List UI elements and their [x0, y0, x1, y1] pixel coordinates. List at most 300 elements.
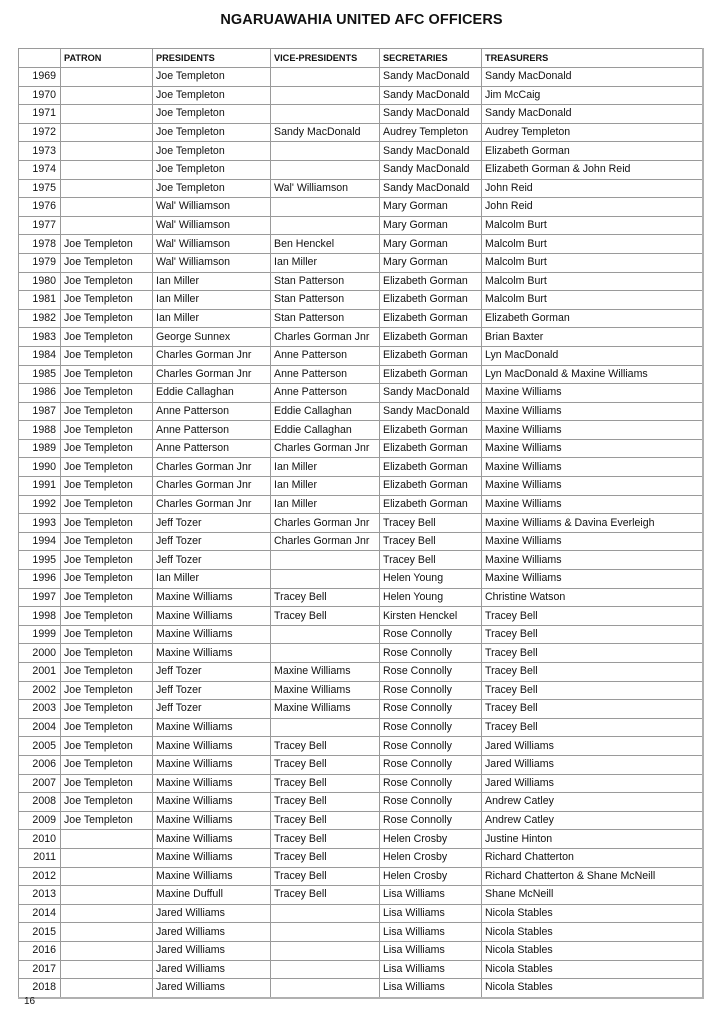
cell-secretary: Elizabeth Gorman: [380, 272, 482, 291]
cell-president: Maxine Williams: [153, 830, 271, 849]
cell-treasurer: Jared Williams: [482, 737, 703, 756]
cell-vice-president: [271, 979, 380, 998]
cell-treasurer: Sandy MacDonald: [482, 68, 703, 87]
cell-year: 1990: [19, 458, 61, 477]
cell-secretary: Sandy MacDonald: [380, 68, 482, 87]
cell-treasurer: Elizabeth Gorman & John Reid: [482, 160, 703, 179]
cell-president: Maxine Williams: [153, 774, 271, 793]
cell-treasurer: Tracey Bell: [482, 663, 703, 682]
cell-vice-president: Tracey Bell: [271, 737, 380, 756]
table-row: [19, 718, 703, 737]
header-treasurers: TREASURERS: [482, 49, 703, 68]
cell-year: 1991: [19, 477, 61, 496]
cell-secretary: Rose Connolly: [380, 737, 482, 756]
cell-secretary: Lisa Williams: [380, 941, 482, 960]
cell-secretary: Elizabeth Gorman: [380, 495, 482, 514]
table-row: [19, 160, 703, 179]
cell-secretary: Mary Gorman: [380, 198, 482, 217]
cell-patron: Joe Templeton: [61, 495, 153, 514]
cell-year: 1989: [19, 439, 61, 458]
cell-vice-president: [271, 68, 380, 87]
page-title: NGARUAWAHIA UNITED AFC OFFICERS: [220, 12, 503, 28]
cell-vice-president: Charles Gorman Jnr: [271, 328, 380, 347]
cell-president: Jeff Tozer: [153, 514, 271, 533]
cell-treasurer: Brian Baxter: [482, 328, 703, 347]
cell-patron: Joe Templeton: [61, 272, 153, 291]
cell-patron: Joe Templeton: [61, 700, 153, 719]
table-row: [19, 848, 703, 867]
cell-year: 1988: [19, 421, 61, 440]
cell-year: 1986: [19, 384, 61, 403]
table-row: [19, 867, 703, 886]
cell-president: Jared Williams: [153, 904, 271, 923]
table-body: [19, 68, 703, 998]
table-row: [19, 904, 703, 923]
cell-secretary: Helen Young: [380, 588, 482, 607]
cell-vice-president: Tracey Bell: [271, 588, 380, 607]
cell-treasurer: Maxine Williams: [482, 421, 703, 440]
table-row: [19, 421, 703, 440]
cell-secretary: Helen Crosby: [380, 867, 482, 886]
cell-secretary: Sandy MacDonald: [380, 160, 482, 179]
table-row: [19, 291, 703, 310]
cell-year: 1977: [19, 216, 61, 235]
table-row: [19, 253, 703, 272]
cell-vice-president: [271, 960, 380, 979]
cell-patron: Joe Templeton: [61, 811, 153, 830]
table-row: [19, 979, 703, 998]
cell-treasurer: Malcolm Burt: [482, 272, 703, 291]
cell-patron: Joe Templeton: [61, 755, 153, 774]
cell-president: Wal' Williamson: [153, 235, 271, 254]
cell-year: 1983: [19, 328, 61, 347]
cell-vice-president: Maxine Williams: [271, 700, 380, 719]
table-row: [19, 793, 703, 812]
cell-secretary: Sandy MacDonald: [380, 384, 482, 403]
cell-secretary: Rose Connolly: [380, 718, 482, 737]
cell-treasurer: Maxine Williams & Davina Everleigh: [482, 514, 703, 533]
cell-patron: Joe Templeton: [61, 328, 153, 347]
cell-vice-president: Tracey Bell: [271, 830, 380, 849]
cell-president: Joe Templeton: [153, 142, 271, 161]
cell-year: 2002: [19, 681, 61, 700]
cell-vice-president: Anne Patterson: [271, 384, 380, 403]
cell-secretary: Elizabeth Gorman: [380, 365, 482, 384]
table-row: [19, 514, 703, 533]
cell-treasurer: Nicola Stables: [482, 960, 703, 979]
cell-vice-president: Eddie Callaghan: [271, 402, 380, 421]
cell-patron: Joe Templeton: [61, 439, 153, 458]
cell-year: 2013: [19, 886, 61, 905]
cell-secretary: Rose Connolly: [380, 755, 482, 774]
cell-president: Joe Templeton: [153, 123, 271, 142]
table-row: [19, 123, 703, 142]
cell-president: Joe Templeton: [153, 105, 271, 124]
cell-year: 1996: [19, 570, 61, 589]
cell-president: Joe Templeton: [153, 179, 271, 198]
table-row: [19, 941, 703, 960]
cell-year: 2011: [19, 848, 61, 867]
cell-patron: Joe Templeton: [61, 235, 153, 254]
cell-patron: Joe Templeton: [61, 421, 153, 440]
cell-vice-president: Ian Miller: [271, 458, 380, 477]
cell-year: 2003: [19, 700, 61, 719]
cell-patron: Joe Templeton: [61, 570, 153, 589]
cell-treasurer: Jim McCaig: [482, 86, 703, 105]
cell-treasurer: Christine Watson: [482, 588, 703, 607]
cell-treasurer: Maxine Williams: [482, 477, 703, 496]
cell-vice-president: Ian Miller: [271, 477, 380, 496]
cell-patron: [61, 68, 153, 87]
cell-patron: Joe Templeton: [61, 681, 153, 700]
cell-vice-president: [271, 625, 380, 644]
header-vice-presidents: VICE-PRESIDENTS: [271, 49, 380, 68]
cell-patron: [61, 904, 153, 923]
cell-president: Maxine Williams: [153, 867, 271, 886]
cell-patron: [61, 86, 153, 105]
cell-secretary: Elizabeth Gorman: [380, 477, 482, 496]
cell-year: 1976: [19, 198, 61, 217]
cell-secretary: Rose Connolly: [380, 663, 482, 682]
cell-vice-president: Tracey Bell: [271, 886, 380, 905]
table-row: [19, 105, 703, 124]
cell-president: Jeff Tozer: [153, 551, 271, 570]
cell-treasurer: Malcolm Burt: [482, 291, 703, 310]
table-row: [19, 607, 703, 626]
cell-secretary: Elizabeth Gorman: [380, 291, 482, 310]
cell-patron: Joe Templeton: [61, 346, 153, 365]
cell-secretary: Rose Connolly: [380, 774, 482, 793]
cell-secretary: Lisa Williams: [380, 923, 482, 942]
cell-year: 1975: [19, 179, 61, 198]
cell-secretary: Elizabeth Gorman: [380, 458, 482, 477]
cell-treasurer: Tracey Bell: [482, 681, 703, 700]
cell-treasurer: John Reid: [482, 179, 703, 198]
cell-president: Wal' Williamson: [153, 216, 271, 235]
cell-president: Ian Miller: [153, 570, 271, 589]
table-row: [19, 142, 703, 161]
table-row: [19, 923, 703, 942]
cell-patron: Joe Templeton: [61, 663, 153, 682]
cell-secretary: Tracey Bell: [380, 514, 482, 533]
cell-vice-president: [271, 644, 380, 663]
cell-treasurer: Lyn MacDonald: [482, 346, 703, 365]
cell-treasurer: Andrew Catley: [482, 793, 703, 812]
table-row: [19, 886, 703, 905]
cell-treasurer: Malcolm Burt: [482, 253, 703, 272]
cell-vice-president: Stan Patterson: [271, 272, 380, 291]
table-row: [19, 309, 703, 328]
cell-treasurer: Shane McNeill: [482, 886, 703, 905]
cell-year: 1978: [19, 235, 61, 254]
table-row: [19, 495, 703, 514]
cell-treasurer: Andrew Catley: [482, 811, 703, 830]
page-number: 16: [24, 996, 36, 1007]
table-row: [19, 625, 703, 644]
cell-patron: Joe Templeton: [61, 625, 153, 644]
cell-patron: Joe Templeton: [61, 793, 153, 812]
cell-president: Maxine Williams: [153, 625, 271, 644]
cell-president: Maxine Williams: [153, 644, 271, 663]
cell-patron: [61, 160, 153, 179]
cell-secretary: Lisa Williams: [380, 979, 482, 998]
cell-year: 2018: [19, 979, 61, 998]
cell-secretary: Sandy MacDonald: [380, 86, 482, 105]
cell-year: 1984: [19, 346, 61, 365]
cell-year: 1969: [19, 68, 61, 87]
cell-treasurer: Maxine Williams: [482, 458, 703, 477]
cell-year: 2012: [19, 867, 61, 886]
cell-secretary: Elizabeth Gorman: [380, 328, 482, 347]
cell-year: 1982: [19, 309, 61, 328]
table-row: [19, 830, 703, 849]
cell-year: 2005: [19, 737, 61, 756]
table-row: [19, 700, 703, 719]
table-row: [19, 663, 703, 682]
cell-patron: Joe Templeton: [61, 774, 153, 793]
cell-treasurer: John Reid: [482, 198, 703, 217]
cell-president: Maxine Williams: [153, 718, 271, 737]
cell-vice-president: [271, 904, 380, 923]
cell-secretary: Rose Connolly: [380, 625, 482, 644]
cell-patron: [61, 960, 153, 979]
cell-president: Maxine Williams: [153, 848, 271, 867]
cell-year: 1973: [19, 142, 61, 161]
table-row: [19, 477, 703, 496]
table-row: [19, 346, 703, 365]
cell-patron: [61, 886, 153, 905]
cell-treasurer: Maxine Williams: [482, 570, 703, 589]
cell-vice-president: Tracey Bell: [271, 607, 380, 626]
cell-secretary: Sandy MacDonald: [380, 179, 482, 198]
cell-vice-president: Tracey Bell: [271, 774, 380, 793]
header-patron: PATRON: [61, 49, 153, 68]
cell-treasurer: Sandy MacDonald: [482, 105, 703, 124]
cell-vice-president: [271, 198, 380, 217]
table-row: [19, 272, 703, 291]
cell-year: 1994: [19, 532, 61, 551]
cell-president: Ian Miller: [153, 272, 271, 291]
cell-secretary: Elizabeth Gorman: [380, 309, 482, 328]
table-row: [19, 328, 703, 347]
cell-treasurer: Jared Williams: [482, 755, 703, 774]
cell-vice-president: [271, 941, 380, 960]
cell-president: Anne Patterson: [153, 421, 271, 440]
table-row: [19, 588, 703, 607]
cell-treasurer: Elizabeth Gorman: [482, 309, 703, 328]
cell-vice-president: Ben Henckel: [271, 235, 380, 254]
cell-year: 2016: [19, 941, 61, 960]
cell-year: 2017: [19, 960, 61, 979]
cell-secretary: Rose Connolly: [380, 644, 482, 663]
cell-president: Wal' Williamson: [153, 198, 271, 217]
cell-patron: [61, 142, 153, 161]
cell-patron: Joe Templeton: [61, 477, 153, 496]
cell-president: Jeff Tozer: [153, 681, 271, 700]
cell-patron: Joe Templeton: [61, 718, 153, 737]
cell-vice-president: Charles Gorman Jnr: [271, 532, 380, 551]
cell-treasurer: Justine Hinton: [482, 830, 703, 849]
cell-president: Maxine Williams: [153, 588, 271, 607]
cell-patron: [61, 105, 153, 124]
cell-secretary: Audrey Templeton: [380, 123, 482, 142]
cell-secretary: Lisa Williams: [380, 904, 482, 923]
cell-secretary: Sandy MacDonald: [380, 142, 482, 161]
cell-vice-president: Maxine Williams: [271, 663, 380, 682]
table-row: [19, 365, 703, 384]
table-row: [19, 755, 703, 774]
cell-patron: Joe Templeton: [61, 737, 153, 756]
cell-vice-president: Charles Gorman Jnr: [271, 514, 380, 533]
cell-vice-president: Sandy MacDonald: [271, 123, 380, 142]
cell-vice-president: [271, 216, 380, 235]
cell-secretary: Tracey Bell: [380, 551, 482, 570]
cell-vice-president: Ian Miller: [271, 253, 380, 272]
cell-secretary: Rose Connolly: [380, 811, 482, 830]
cell-treasurer: Maxine Williams: [482, 495, 703, 514]
table-row: [19, 68, 703, 87]
cell-patron: Joe Templeton: [61, 291, 153, 310]
cell-patron: Joe Templeton: [61, 588, 153, 607]
cell-secretary: Helen Young: [380, 570, 482, 589]
cell-president: Jared Williams: [153, 923, 271, 942]
cell-year: 1993: [19, 514, 61, 533]
cell-president: Maxine Williams: [153, 755, 271, 774]
cell-patron: Joe Templeton: [61, 607, 153, 626]
cell-treasurer: Tracey Bell: [482, 625, 703, 644]
table-row: [19, 198, 703, 217]
cell-vice-president: Tracey Bell: [271, 867, 380, 886]
cell-treasurer: Jared Williams: [482, 774, 703, 793]
table-row: [19, 402, 703, 421]
cell-secretary: Mary Gorman: [380, 253, 482, 272]
cell-patron: Joe Templeton: [61, 402, 153, 421]
cell-vice-president: [271, 551, 380, 570]
cell-secretary: Sandy MacDonald: [380, 402, 482, 421]
cell-treasurer: Nicola Stables: [482, 941, 703, 960]
cell-patron: Joe Templeton: [61, 532, 153, 551]
cell-year: 1971: [19, 105, 61, 124]
cell-president: Charles Gorman Jnr: [153, 346, 271, 365]
cell-year: 2006: [19, 755, 61, 774]
cell-secretary: Rose Connolly: [380, 681, 482, 700]
table-row: [19, 532, 703, 551]
cell-president: Ian Miller: [153, 309, 271, 328]
cell-president: Eddie Callaghan: [153, 384, 271, 403]
cell-year: 2004: [19, 718, 61, 737]
header-year: [19, 49, 61, 68]
cell-vice-president: [271, 160, 380, 179]
cell-treasurer: Audrey Templeton: [482, 123, 703, 142]
cell-year: 1972: [19, 123, 61, 142]
table-row: [19, 811, 703, 830]
cell-year: 2015: [19, 923, 61, 942]
cell-secretary: Kirsten Henckel: [380, 607, 482, 626]
cell-treasurer: Malcolm Burt: [482, 216, 703, 235]
cell-president: Joe Templeton: [153, 160, 271, 179]
cell-vice-president: Tracey Bell: [271, 848, 380, 867]
cell-vice-president: Stan Patterson: [271, 291, 380, 310]
cell-secretary: Tracey Bell: [380, 532, 482, 551]
cell-president: Jared Williams: [153, 979, 271, 998]
cell-treasurer: Tracey Bell: [482, 644, 703, 663]
cell-patron: [61, 179, 153, 198]
table-row: [19, 681, 703, 700]
cell-patron: Joe Templeton: [61, 365, 153, 384]
cell-treasurer: Maxine Williams: [482, 402, 703, 421]
table-row: [19, 384, 703, 403]
cell-president: Maxine Williams: [153, 607, 271, 626]
table-row: [19, 458, 703, 477]
cell-secretary: Elizabeth Gorman: [380, 346, 482, 365]
table-row: [19, 551, 703, 570]
cell-year: 1970: [19, 86, 61, 105]
cell-vice-president: [271, 718, 380, 737]
cell-vice-president: [271, 142, 380, 161]
cell-president: Joe Templeton: [153, 68, 271, 87]
cell-treasurer: Nicola Stables: [482, 904, 703, 923]
cell-president: Ian Miller: [153, 291, 271, 310]
cell-patron: Joe Templeton: [61, 458, 153, 477]
cell-president: Jeff Tozer: [153, 700, 271, 719]
table-row: [19, 644, 703, 663]
cell-patron: Joe Templeton: [61, 253, 153, 272]
table-row: [19, 235, 703, 254]
cell-treasurer: Nicola Stables: [482, 923, 703, 942]
cell-treasurer: Tracey Bell: [482, 607, 703, 626]
cell-treasurer: Tracey Bell: [482, 718, 703, 737]
cell-year: 1998: [19, 607, 61, 626]
cell-year: 1997: [19, 588, 61, 607]
cell-patron: [61, 923, 153, 942]
table-row: [19, 216, 703, 235]
cell-president: Maxine Williams: [153, 737, 271, 756]
cell-vice-president: Wal' Williamson: [271, 179, 380, 198]
cell-president: Anne Patterson: [153, 402, 271, 421]
cell-year: 1985: [19, 365, 61, 384]
cell-secretary: Helen Crosby: [380, 848, 482, 867]
cell-year: 1987: [19, 402, 61, 421]
cell-president: George Sunnex: [153, 328, 271, 347]
cell-president: Charles Gorman Jnr: [153, 477, 271, 496]
cell-president: Maxine Williams: [153, 793, 271, 812]
cell-year: 2000: [19, 644, 61, 663]
cell-president: Jared Williams: [153, 960, 271, 979]
cell-vice-president: Tracey Bell: [271, 793, 380, 812]
cell-year: 2014: [19, 904, 61, 923]
cell-vice-president: Tracey Bell: [271, 811, 380, 830]
cell-president: Joe Templeton: [153, 86, 271, 105]
cell-patron: Joe Templeton: [61, 644, 153, 663]
cell-secretary: Mary Gorman: [380, 235, 482, 254]
table-row: [19, 179, 703, 198]
cell-year: 1999: [19, 625, 61, 644]
officers-table: [18, 48, 704, 999]
cell-president: Jeff Tozer: [153, 663, 271, 682]
cell-president: Charles Gorman Jnr: [153, 458, 271, 477]
cell-treasurer: Lyn MacDonald & Maxine Williams: [482, 365, 703, 384]
table-header-row: [19, 49, 703, 68]
cell-patron: [61, 830, 153, 849]
cell-treasurer: Nicola Stables: [482, 979, 703, 998]
cell-vice-president: Ian Miller: [271, 495, 380, 514]
cell-patron: [61, 848, 153, 867]
cell-secretary: Mary Gorman: [380, 216, 482, 235]
cell-president: Jeff Tozer: [153, 532, 271, 551]
cell-treasurer: Richard Chatterton: [482, 848, 703, 867]
cell-treasurer: Richard Chatterton & Shane McNeill: [482, 867, 703, 886]
cell-vice-president: Tracey Bell: [271, 755, 380, 774]
